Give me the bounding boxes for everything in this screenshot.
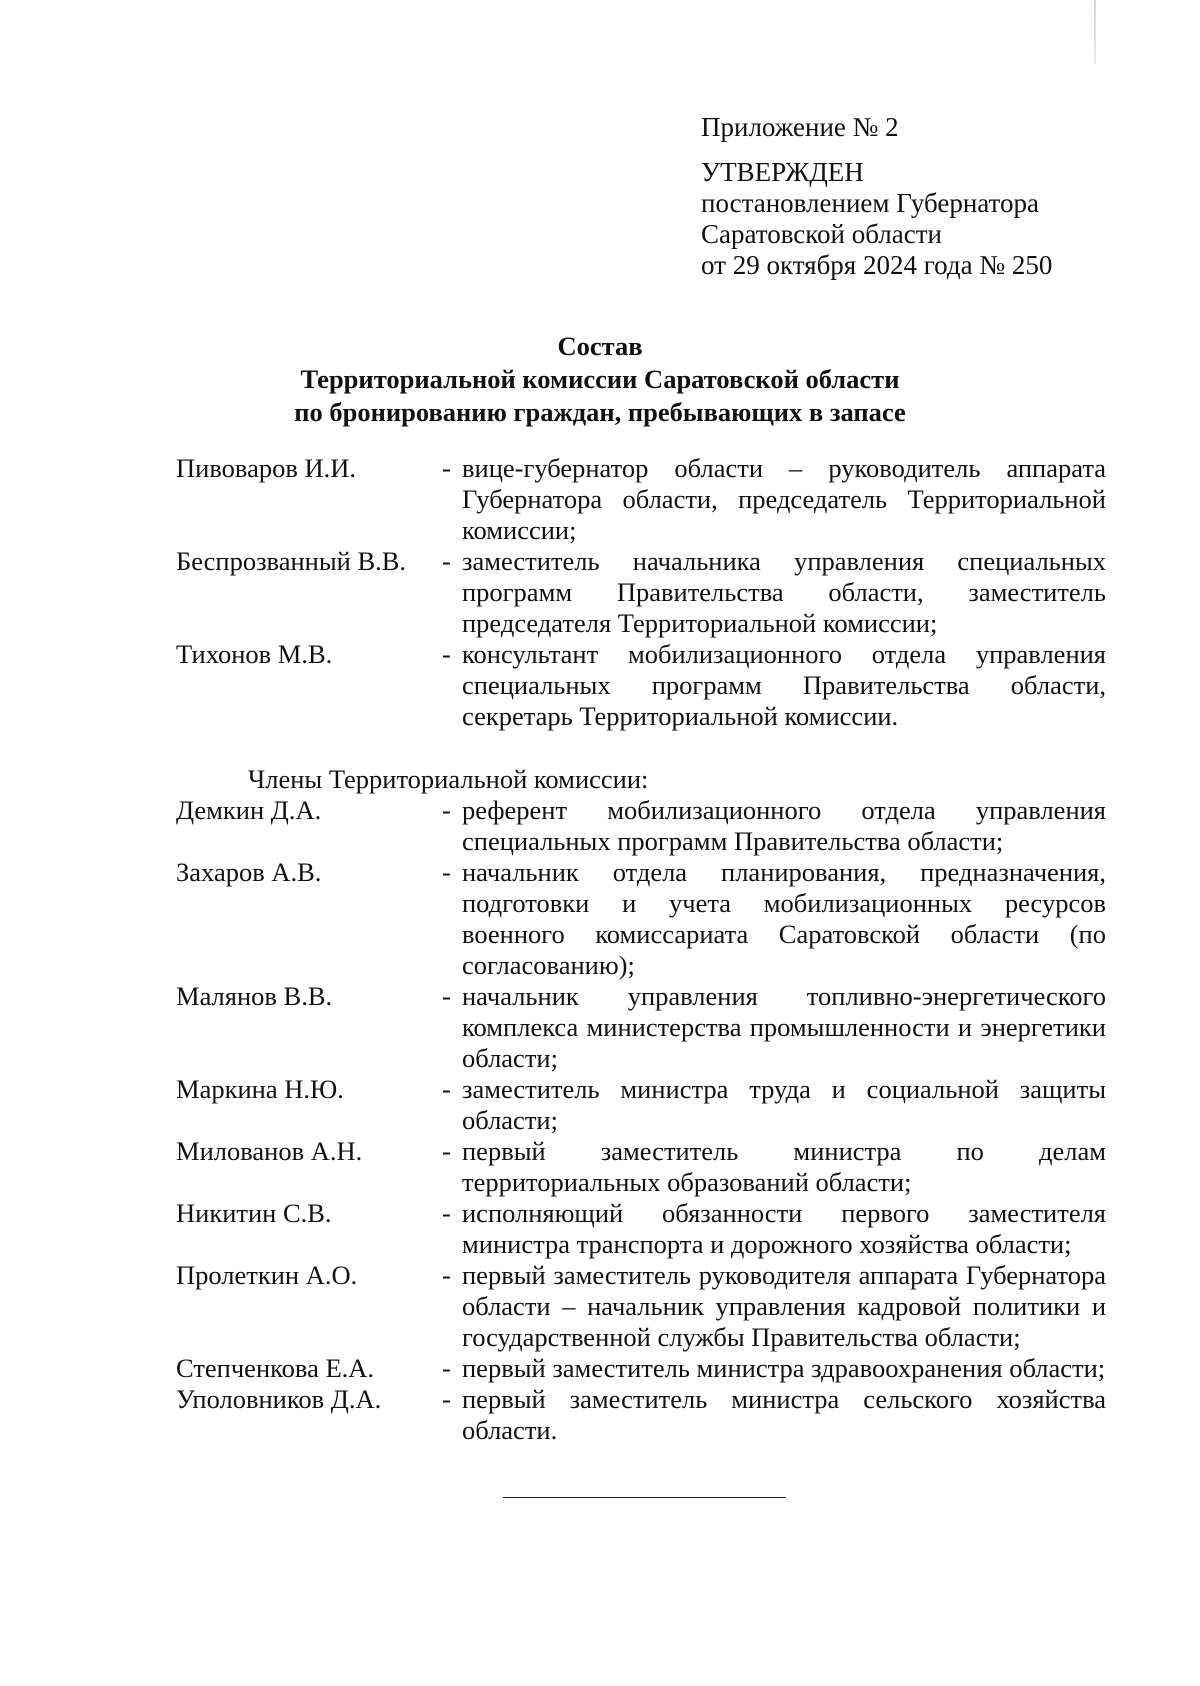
document-title bbox=[150, 330, 1050, 429]
member-position: вице-губернатор области – руководитель аппарата Губернатора области, председатель Территориальной комиссии; bbox=[462, 453, 1106, 545]
member-name: Тихонов М.В. bbox=[176, 639, 333, 669]
approved-by-line: постановлением Губернатора bbox=[701, 188, 1039, 218]
member-name: Захаров А.В. bbox=[176, 857, 322, 887]
member-position: начальник отдела планирования, предназначения, подготовки и учета мобилизационных ресурсов военного комиссариата Саратовской области (по согласованию); bbox=[462, 857, 1106, 980]
member-name: Демкин Д.А. bbox=[176, 795, 322, 825]
member-dash: - bbox=[442, 795, 451, 825]
member-name: Маркина Н.Ю. bbox=[176, 1074, 344, 1104]
member-row bbox=[176, 453, 1106, 546]
member-row bbox=[176, 546, 1106, 639]
member-row bbox=[176, 1074, 1106, 1136]
member-row bbox=[176, 1353, 1106, 1384]
member-name: Пролеткин А.О. bbox=[176, 1260, 358, 1290]
appendix-number: Приложение № 2 bbox=[701, 112, 899, 142]
member-row bbox=[176, 981, 1106, 1074]
member-dash: - bbox=[442, 857, 451, 887]
member-dash: - bbox=[442, 1136, 451, 1166]
member-dash: - bbox=[442, 546, 451, 576]
members-heading: Члены Территориальной комиссии: bbox=[248, 764, 649, 794]
member-name: Степченкова Е.А. bbox=[176, 1353, 375, 1383]
member-position: первый заместитель министра здравоохранения области; bbox=[462, 1353, 1106, 1383]
member-position: заместитель министра труда и социальной защиты области; bbox=[462, 1074, 1106, 1135]
member-name: Уполовников Д.А. bbox=[176, 1384, 382, 1414]
member-name: Никитин С.В. bbox=[176, 1198, 332, 1228]
member-dash: - bbox=[442, 1353, 451, 1383]
member-dash: - bbox=[442, 1198, 451, 1228]
member-row bbox=[176, 795, 1106, 857]
approved-label: УТВЕРЖДЕН bbox=[701, 157, 864, 187]
title-line-1: Состав bbox=[557, 331, 643, 361]
member-position: референт мобилизационного отдела управления специальных программ Правительства области; bbox=[462, 795, 1106, 856]
approved-date-line: от 29 октября 2024 года № 250 bbox=[701, 250, 1053, 280]
member-row bbox=[176, 1260, 1106, 1353]
member-position: начальник управления топливно-энергетического комплекса министерства промышленности и энергетики области; bbox=[462, 981, 1106, 1073]
member-dash: - bbox=[442, 639, 451, 669]
member-position: заместитель начальника управления специальных программ Правительства области, заместитель председателя Территориальной комиссии; bbox=[462, 546, 1106, 638]
member-row bbox=[176, 1198, 1106, 1260]
member-dash: - bbox=[442, 453, 451, 483]
member-row bbox=[176, 639, 1106, 732]
member-position: консультант мобилизационного отдела управления специальных программ Правительства области, секретарь Территориальной комиссии. bbox=[462, 639, 1106, 731]
approval-header bbox=[701, 112, 1121, 281]
member-name: Милованов А.Н. bbox=[176, 1136, 363, 1166]
member-name: Малянов В.В. bbox=[176, 981, 333, 1011]
member-name: Беспрозванный В.В. bbox=[176, 546, 407, 576]
member-position: исполняющий обязанности первого заместителя министра транспорта и дорожного хозяйства области; bbox=[462, 1198, 1106, 1259]
title-line-2: Территориальной комиссии Саратовской области bbox=[300, 364, 900, 394]
closing-divider bbox=[503, 1497, 786, 1498]
member-dash: - bbox=[442, 981, 451, 1011]
approved-region-line: Саратовской области bbox=[701, 219, 942, 249]
commission-composition bbox=[176, 453, 1106, 1446]
member-position: первый заместитель министра по делам территориальных образований области; bbox=[462, 1136, 1106, 1197]
member-dash: - bbox=[442, 1074, 451, 1104]
scan-artifact bbox=[1094, 0, 1096, 64]
member-row bbox=[176, 1384, 1106, 1446]
title-line-3: по бронированию граждан, пребывающих в запасе bbox=[294, 397, 906, 427]
member-position: первый заместитель руководителя аппарата Губернатора области – начальник управления кадровой политики и государственной службы Правительства области; bbox=[462, 1260, 1106, 1352]
member-dash: - bbox=[442, 1260, 451, 1290]
member-name: Пивоваров И.И. bbox=[176, 453, 356, 483]
member-row bbox=[176, 1136, 1106, 1198]
member-row bbox=[176, 857, 1106, 981]
member-dash: - bbox=[442, 1384, 451, 1414]
member-position: первый заместитель министра сельского хозяйства области. bbox=[462, 1384, 1106, 1445]
